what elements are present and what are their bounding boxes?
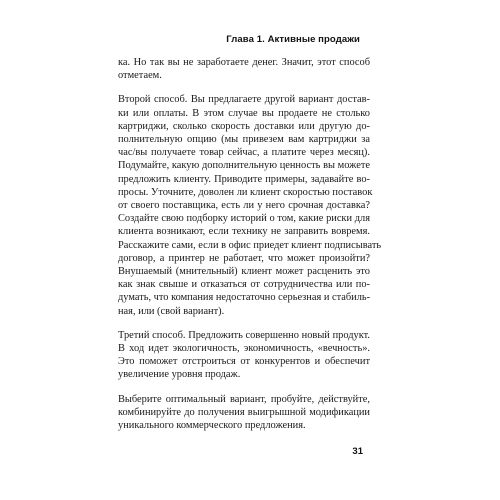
text-line: клиента возникают, если технику не заправить вовремя. xyxy=(118,226,370,238)
text-line: отметаем. xyxy=(118,70,162,82)
text-line: ка. Но так вы не заработаете денег. Значит, этот способ xyxy=(118,57,370,68)
text-line: договор, а принтер не работает, что может произойти? xyxy=(118,252,370,264)
text-line: В ход идет экологичность, экономичность, «вечность». xyxy=(118,343,370,355)
text-line: от своего поставщика, есть ли у него срочная доставка? xyxy=(118,200,370,212)
text-line: Подумайте, какую дополнительную ценность вы можете xyxy=(118,160,370,172)
paragraph xyxy=(118,329,370,382)
body-text xyxy=(118,56,382,443)
paragraph xyxy=(118,56,370,82)
text-line: предложить клиенту. Приводите примеры, задавайте во- xyxy=(118,173,370,185)
text-line: уникального коммерческого предложения. xyxy=(118,420,306,432)
text-line: комбинируйте до получения выигрышной модификации xyxy=(118,406,370,418)
text-line: Расскажите сами, если в офис приедет клиент подписывать xyxy=(118,239,382,251)
text-line: думать, что компания недостаточно серьезная и стабиль- xyxy=(118,292,371,304)
paragraph xyxy=(118,93,382,317)
text-line: картриджи, сколько скорость доставки или другую до- xyxy=(118,120,370,132)
paragraph xyxy=(118,393,370,433)
text-line: ки или оплаты. В этом случае вы продаете не столько xyxy=(118,107,370,119)
text-line: увеличение уровня продаж. xyxy=(118,369,241,381)
text-line: Создайте свою подборку историй о том, какие риски для xyxy=(118,213,370,225)
text-line: полнительную опцию (мы привезем вам картриджи за xyxy=(118,134,370,146)
text-line: просы. Уточните, доволен ли клиент скоростью поставок xyxy=(118,186,373,198)
running-head: Глава 1. Активные продажи xyxy=(226,34,360,45)
text-line: Третий способ. Предложить совершенно новый продукт. xyxy=(118,329,370,341)
text-line: ная, или (свой вариант). xyxy=(118,305,225,317)
text-line: час/вы получаете товар сейчас, а платите через месяц). xyxy=(118,147,370,159)
text-line: как знак свыше и отказаться от сотрудничества или по- xyxy=(118,279,370,291)
text-line: Второй способ. Вы предлагаете другой вариант достав- xyxy=(118,94,370,106)
page-number: 31 xyxy=(352,446,363,457)
text-line: Выберите оптимальный вариант, пробуйте, действуйте, xyxy=(118,393,370,405)
text-line: Это поможет отстроиться от конкурентов и обеспечит xyxy=(118,356,370,368)
text-line: Внушаемый (мнительный) клиент может расценить это xyxy=(118,266,370,278)
